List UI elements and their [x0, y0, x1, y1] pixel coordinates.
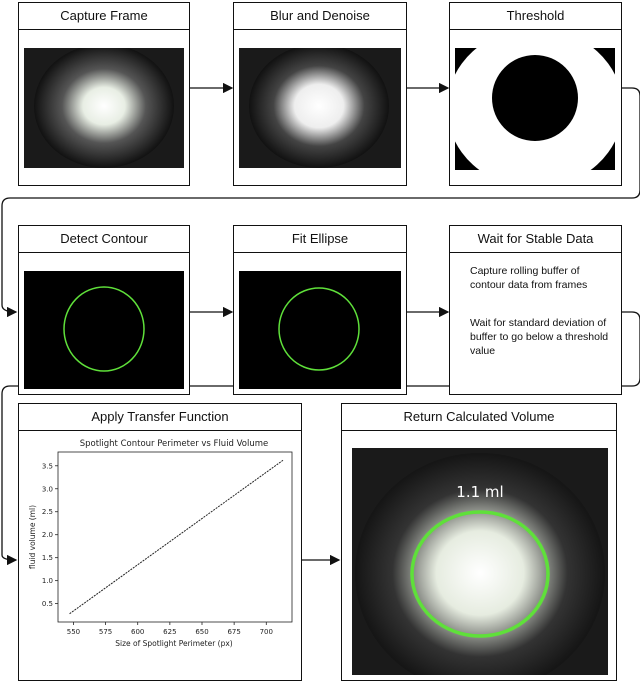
y-tick-label: 1.0	[41, 577, 53, 586]
ellipse-image	[239, 271, 401, 389]
step-detect-contour	[18, 225, 190, 395]
raw-frame-image	[24, 48, 184, 168]
step-title: Capture Frame	[19, 3, 189, 30]
step-description-2: Wait for standard deviation of buffer to go below a threshold value	[470, 317, 609, 357]
step-transfer-function	[18, 403, 302, 681]
x-tick-label: 700	[259, 628, 273, 636]
step-title: Wait for Stable Data	[450, 226, 621, 253]
contour-image	[24, 271, 184, 389]
step-description-1: Capture rolling buffer of contour data from frames	[470, 265, 588, 291]
chart-title: Spotlight Contour Perimeter vs Fluid Volume	[79, 439, 269, 449]
volume-readout: 1.1 ml	[456, 483, 504, 501]
step-title: Detect Contour	[19, 226, 189, 253]
step-fit-ellipse	[233, 225, 407, 395]
y-tick-label: 0.5	[41, 600, 53, 609]
x-tick-label: 675	[227, 628, 241, 636]
step-blur	[233, 2, 407, 186]
blurred-frame-image	[239, 48, 401, 168]
plot-area	[58, 452, 292, 622]
x-tick-label: 600	[131, 628, 145, 636]
y-tick-label: 2.5	[41, 508, 53, 517]
threshold-image	[455, 48, 615, 170]
step-title: Fit Ellipse	[234, 226, 406, 253]
y-tick-label: 3.0	[41, 485, 53, 494]
step-title: Threshold	[450, 3, 621, 30]
step-title: Blur and Denoise	[234, 3, 406, 30]
y-tick-label: 2.0	[41, 531, 53, 540]
step-title: Apply Transfer Function	[19, 404, 301, 431]
y-tick-label: 3.5	[41, 462, 53, 471]
x-tick-label: 625	[163, 628, 177, 636]
result-image	[352, 448, 608, 675]
transfer-chart	[19, 430, 301, 680]
step-title: Return Calculated Volume	[342, 404, 616, 431]
x-axis-label: Size of Spotlight Perimeter (px)	[115, 639, 233, 648]
y-axis-label: fluid volume (ml)	[28, 504, 37, 570]
y-tick-label: 1.5	[41, 554, 53, 563]
x-tick-label: 575	[98, 628, 113, 636]
x-tick-label: 550	[66, 628, 81, 636]
step-wait-stable	[449, 225, 622, 395]
x-tick-label: 650	[195, 628, 209, 636]
step-return-volume	[341, 403, 617, 681]
step-capture-frame	[18, 2, 190, 186]
step-threshold	[449, 2, 622, 186]
